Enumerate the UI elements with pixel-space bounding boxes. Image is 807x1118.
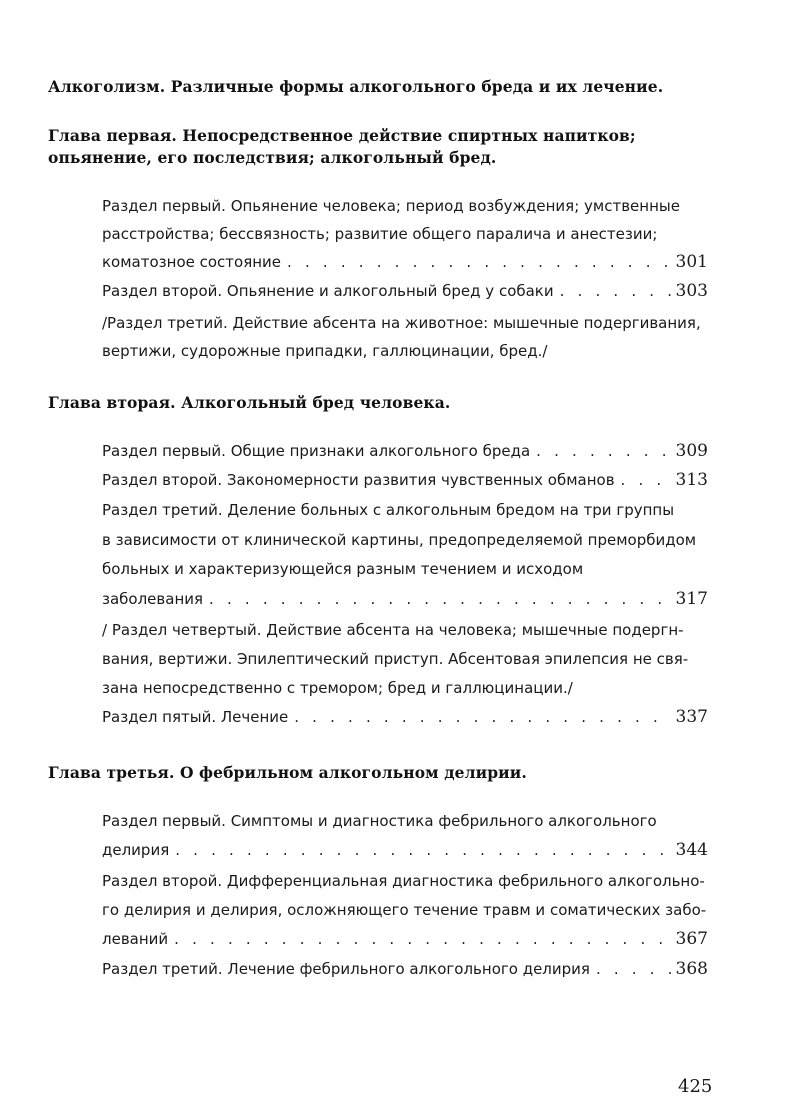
leader-dots bbox=[287, 251, 672, 273]
chapter2-section4-line1: / Раздел четвертый. Действие абсента на человека; мышечные подергн- bbox=[102, 621, 684, 639]
chapter2-section1-text: Раздел первый. Общие признаки алкогольного бреда bbox=[102, 442, 531, 460]
chapter1-section1-page: 301 bbox=[675, 252, 708, 272]
chapter3-section2-line2: го делирия и делирия, осложняющего течение травм и соматических забо- bbox=[102, 901, 707, 919]
chapter3-section1-line1: Раздел первый. Симптомы и диагностика фебрильного алкогольного bbox=[102, 812, 657, 830]
chapter3-section1-entry bbox=[102, 839, 708, 861]
chapter2-section2-text: Раздел второй. Закономерности развития чувственных обманов bbox=[102, 471, 615, 489]
leader-dots bbox=[621, 469, 672, 491]
chapter2-section2-entry bbox=[102, 469, 708, 491]
leader-dots bbox=[175, 839, 671, 861]
page-number: 425 bbox=[678, 1076, 713, 1097]
chapter1-title-line2: опьянение, его последствия; алкогольный бред. bbox=[48, 148, 497, 167]
chapter2-title: Глава вторая. Алкогольный бред человека. bbox=[48, 393, 451, 412]
chapter3-section1-line2: делирия bbox=[102, 841, 170, 859]
chapter2-section3-line1: Раздел третий. Деление больных с алкогольным бредом на три группы bbox=[102, 501, 675, 519]
chapter2-section4-line3: зана непосредственно с тремором; бред и галлюцинации./ bbox=[102, 679, 573, 697]
leader-dots bbox=[294, 706, 671, 728]
chapter3-section2-page: 367 bbox=[675, 929, 708, 949]
chapter1-section1-entry bbox=[102, 251, 708, 273]
leader-dots bbox=[536, 440, 671, 462]
chapter2-section4-line2: вания, вертижи. Эпилептический приступ. Абсентовая эпилепсия не свя- bbox=[102, 650, 689, 668]
chapter2-section3-line4: заболевания bbox=[102, 590, 204, 608]
chapter3-section2-line1: Раздел второй. Дифференциальная диагностика фебрильного алкогольно- bbox=[102, 872, 705, 890]
chapter1-section2-page: 303 bbox=[675, 281, 708, 301]
leader-dots bbox=[560, 280, 672, 302]
leader-dots bbox=[596, 958, 672, 980]
chapter2-section5-page: 337 bbox=[675, 707, 708, 727]
leader-dots bbox=[174, 928, 671, 950]
chapter3-section1-page: 344 bbox=[675, 840, 708, 860]
chapter3-section3-text: Раздел третий. Лечение фебрильного алкогольного делирия bbox=[102, 960, 590, 978]
chapter1-section2-entry bbox=[102, 280, 708, 302]
chapter2-section3-line3: больных и характеризующейся разным течением и исходом bbox=[102, 560, 584, 578]
chapter3-title: Глава третья. О фебрильном алкогольном делирии. bbox=[48, 763, 527, 782]
chapter2-section3-page: 317 bbox=[675, 589, 708, 609]
chapter1-title-line1: Глава первая. Непосредственное действие спиртных напитков; bbox=[48, 126, 636, 145]
chapter3-section3-page: 368 bbox=[675, 959, 708, 979]
chapter3-section3-entry bbox=[102, 958, 708, 980]
chapter3-section2-entry bbox=[102, 928, 708, 950]
chapter1-section3-line2: вертижи, судорожные припадки, галлюцинации, бред./ bbox=[102, 342, 548, 360]
chapter2-section1-page: 309 bbox=[675, 441, 708, 461]
chapter2-section3-line2: в зависимости от клинической картины, предопределяемой преморбидом bbox=[102, 531, 697, 549]
part-title: Алкоголизм. Различные формы алкогольного бреда и их лечение. bbox=[48, 77, 664, 96]
chapter1-section3-line1: /Раздел третий. Действие абсента на животное: мышечные подергивания, bbox=[102, 314, 701, 332]
chapter1-section1-line1: Раздел первый. Опьянение человека; период возбуждения; умственные bbox=[102, 197, 680, 215]
leader-dots bbox=[209, 588, 672, 610]
chapter3-section2-line3: леваний bbox=[102, 930, 169, 948]
chapter2-section3-entry bbox=[102, 588, 708, 610]
chapter2-section1-entry bbox=[102, 440, 708, 462]
chapter1-section1-line3: коматозное состояние bbox=[102, 253, 282, 271]
chapter2-section5-text: Раздел пятый. Лечение bbox=[102, 708, 289, 726]
chapter2-section2-page: 313 bbox=[675, 470, 708, 490]
chapter1-section1-line2: расстройства; бессвязность; развитие общего паралича и анестезии; bbox=[102, 225, 658, 243]
chapter1-section2-text: Раздел второй. Опьянение и алкогольный бред у собаки bbox=[102, 282, 554, 300]
chapter2-section5-entry bbox=[102, 706, 708, 728]
